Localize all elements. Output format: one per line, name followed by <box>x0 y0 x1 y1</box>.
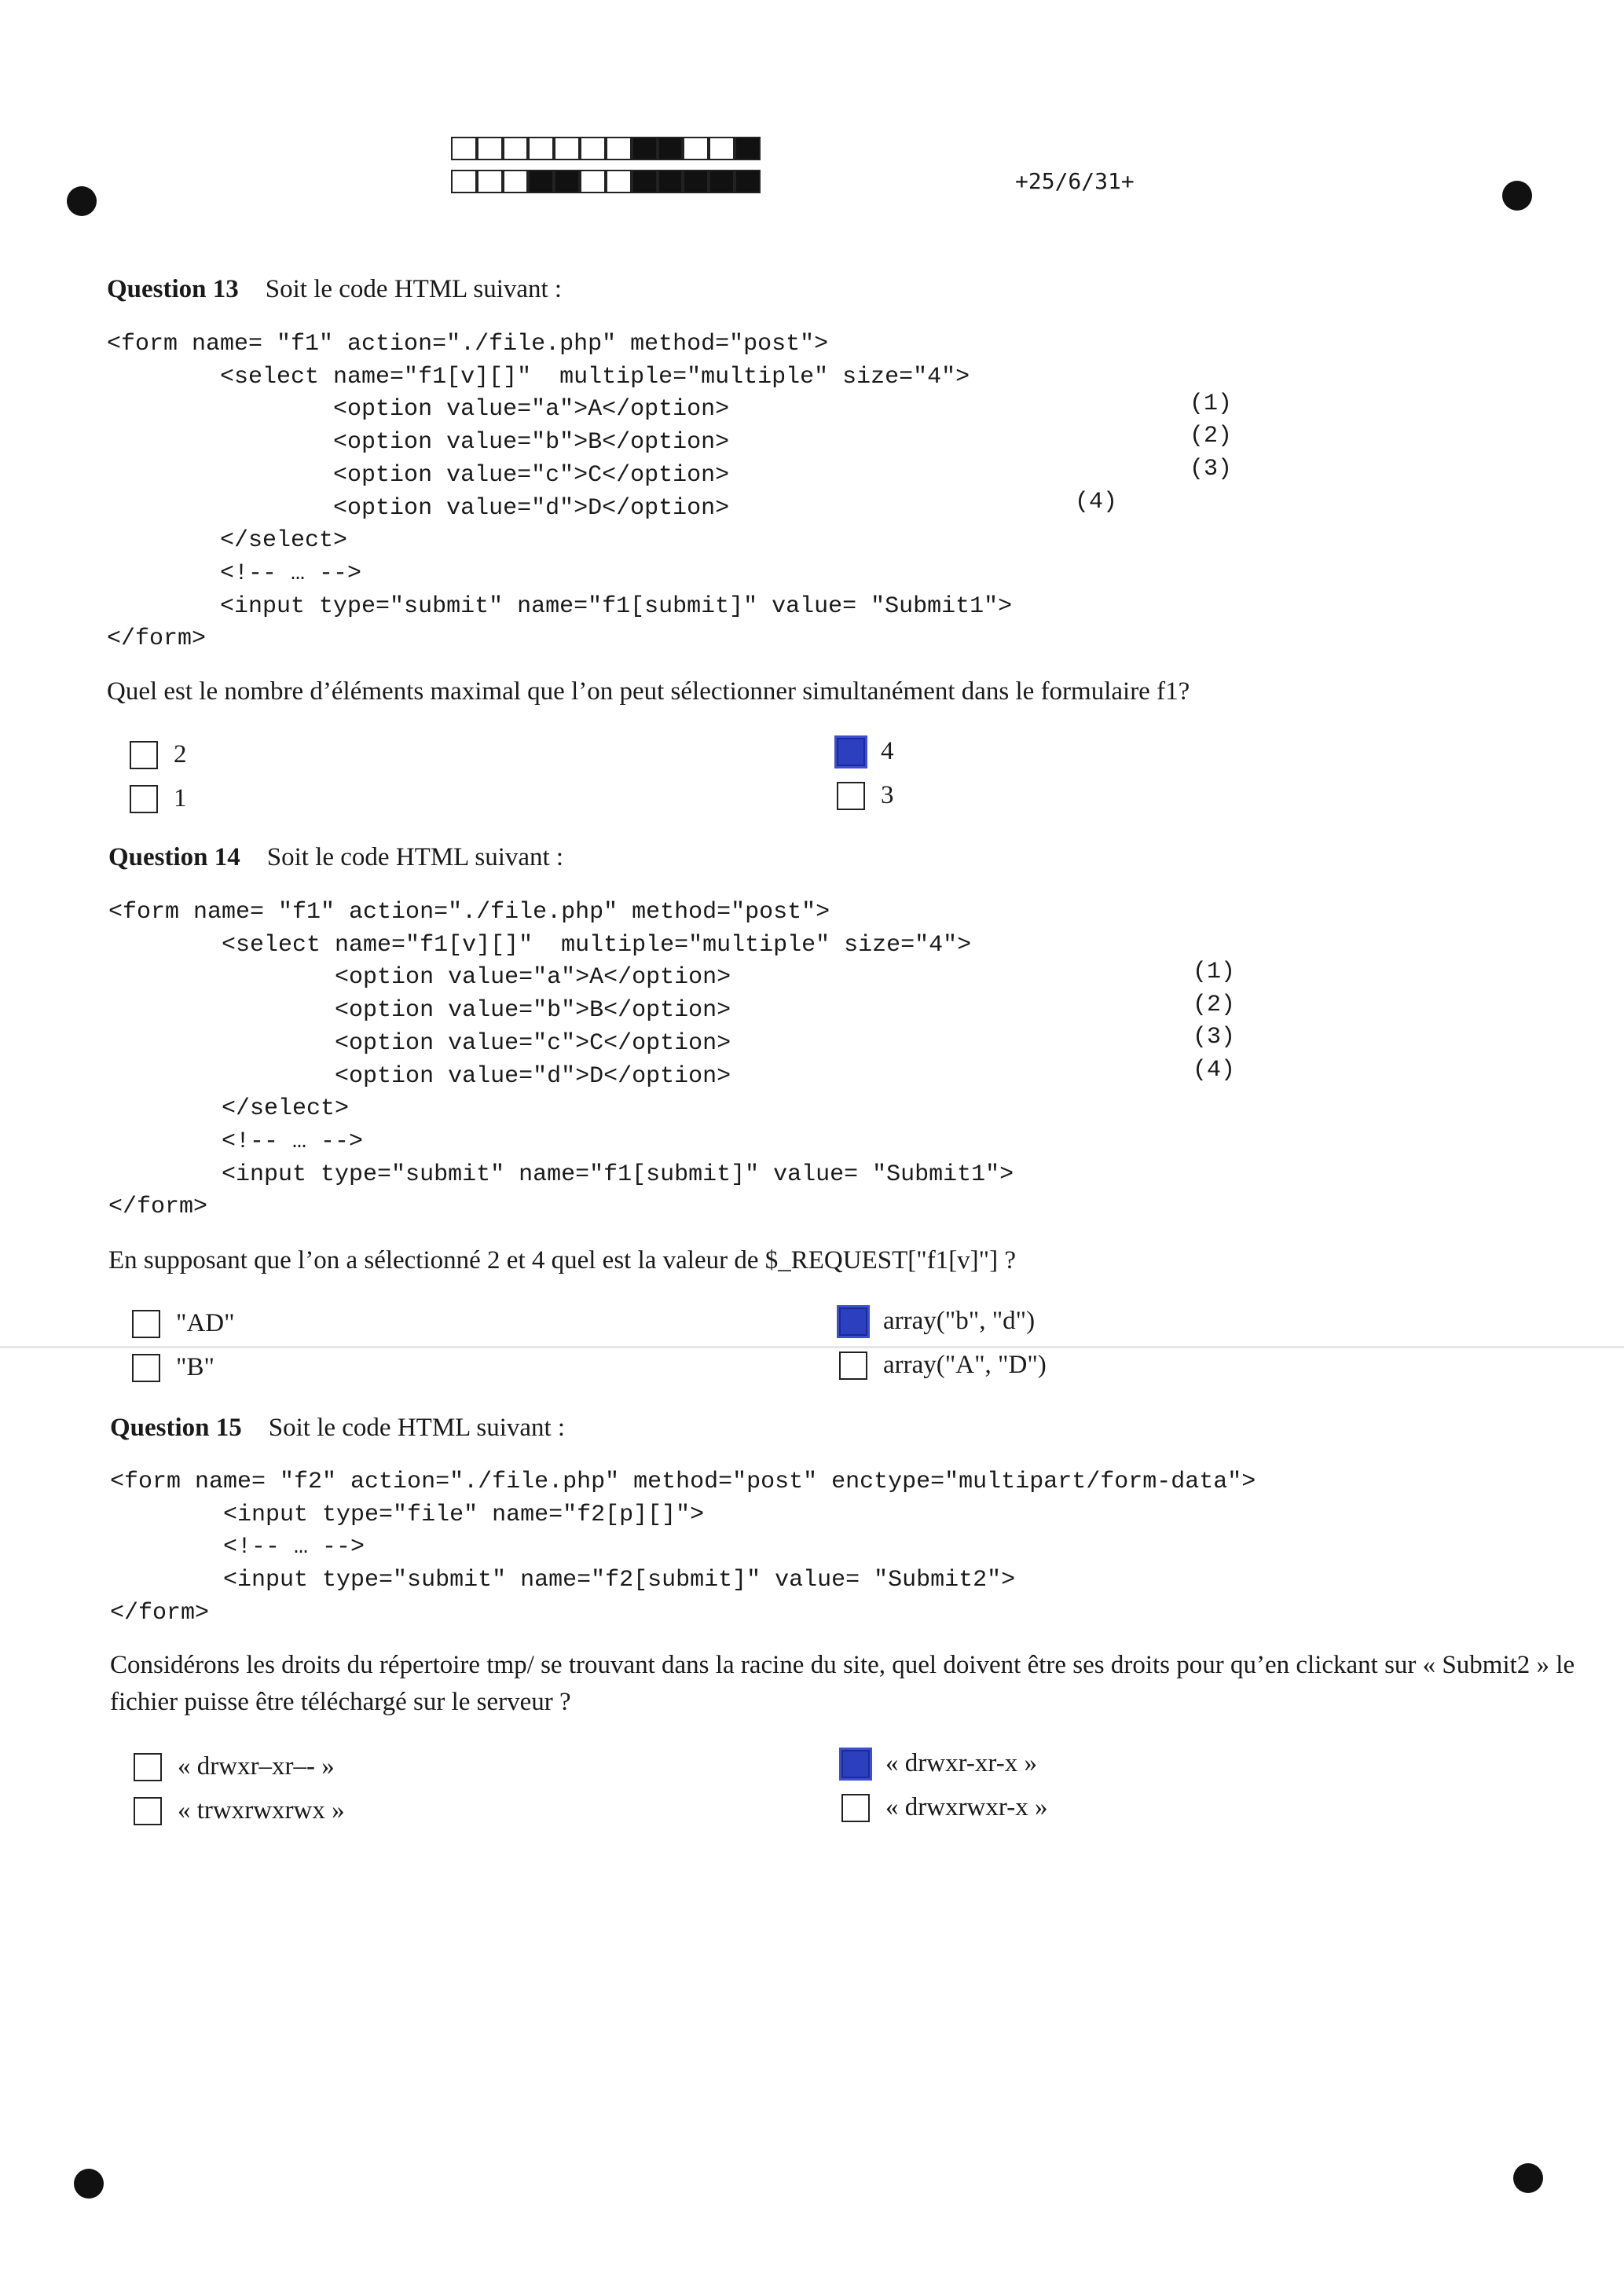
barcode-cell <box>528 137 554 160</box>
barcode-cell <box>451 170 477 193</box>
checkbox-checked[interactable] <box>839 1308 867 1336</box>
code-line: <input type="submit" name="f1[submit]" value= "Submit1"> <box>107 592 1013 620</box>
barcode-cell <box>477 170 503 193</box>
barcode-cell <box>580 137 606 160</box>
answer-choice[interactable] <box>837 737 894 766</box>
choice-label: array("b", "d") <box>883 1307 1036 1335</box>
answer-choice[interactable] <box>839 1307 1035 1336</box>
barcode-cell <box>606 170 632 193</box>
barcode-cell <box>683 170 709 193</box>
code-line: </form> <box>110 1599 210 1627</box>
code-line: <input type="file" name="f2[p][]"> <box>110 1501 705 1528</box>
choice-label: « trwxrwxrwx » <box>178 1796 345 1825</box>
code-line: <option value="d">D</option> <box>107 494 730 522</box>
code-line: <select name="f1[v][]" multiple="multiple" size="4"> <box>107 363 970 391</box>
checkbox[interactable] <box>130 785 158 813</box>
code-line: </select> <box>108 1095 350 1123</box>
question-intro: Soit le code HTML suivant : <box>265 275 563 303</box>
page-code: +25/6/31+ <box>1015 168 1135 194</box>
question-15-title <box>110 1414 565 1443</box>
code-line: <option value="b">B</option> <box>107 429 730 457</box>
barcode-cell <box>632 170 658 193</box>
barcode-cell <box>503 170 529 193</box>
barcode-cell <box>451 137 477 160</box>
answer-choice[interactable] <box>841 1793 1047 1822</box>
registration-mark-top-left <box>67 186 97 216</box>
code-line: <input type="submit" name="f1[submit]" value= "Submit1"> <box>108 1161 1014 1188</box>
question-14-title <box>108 843 563 872</box>
barcode-top <box>451 137 761 160</box>
choice-label: 1 <box>174 784 187 812</box>
checkbox[interactable] <box>132 1354 160 1382</box>
code-line: <form name= "f2" action="./file.php" method="post" enctype="multipart/form-data"> <box>110 1469 1256 1495</box>
barcode-cell <box>709 137 735 160</box>
question-14-prompt: En supposant que l’on a sélectionné 2 et 4 quel est la valeur de $_REQUEST["f1[v]"] ? <box>108 1246 1017 1275</box>
barcode-cell <box>528 170 554 193</box>
registration-mark-bottom-left <box>74 2169 104 2199</box>
line-number: (2) <box>1193 992 1236 1018</box>
code-line: <option value="a">A</option> <box>107 396 730 424</box>
code-line: <select name="f1[v][]" multiple="multiple" size="4"> <box>108 931 972 959</box>
answer-choice[interactable] <box>134 1752 335 1781</box>
barcode-cell <box>709 170 735 193</box>
checkbox-checked[interactable] <box>837 738 865 766</box>
code-line: <!-- … --> <box>110 1534 365 1561</box>
choice-label: « drwxr–xr–- » <box>178 1752 335 1781</box>
scan-artifact-line <box>0 1346 1624 1348</box>
line-number: (1) <box>1193 959 1236 985</box>
question-label: Question 14 <box>108 843 240 871</box>
code-line: <!-- … --> <box>108 1128 364 1155</box>
barcode-cell <box>477 137 503 160</box>
code-line: </form> <box>108 1194 208 1221</box>
checkbox[interactable] <box>132 1310 160 1338</box>
question-15-prompt: Considérons les droits du répertoire tmp/ se trouvant dans la racine du site, quel doivent être ses droits pour qu’en clickant sur « Submit2 » le fichier puisse être téléchargé sur le serveur ? <box>110 1651 1575 1716</box>
answer-choice[interactable] <box>132 1309 235 1338</box>
choice-label: « drwxrwxr-x » <box>885 1793 1048 1821</box>
line-number: (1) <box>1190 391 1233 417</box>
answer-choice[interactable] <box>839 1351 1047 1380</box>
code-line: <option value="d">D</option> <box>108 1062 731 1090</box>
question-label: Question 15 <box>110 1414 242 1442</box>
question-label: Question 13 <box>107 275 239 303</box>
code-line: <!-- … --> <box>107 559 362 587</box>
code-line: </form> <box>107 625 207 653</box>
checkbox-checked[interactable] <box>841 1750 870 1778</box>
line-number: (2) <box>1190 423 1233 449</box>
line-number: (3) <box>1193 1024 1236 1051</box>
line-number: (4) <box>1193 1057 1236 1084</box>
barcode-bottom <box>451 170 761 193</box>
barcode-cell <box>735 137 761 160</box>
answer-choice[interactable] <box>134 1796 345 1825</box>
barcode-cell <box>580 170 606 193</box>
barcode-cell <box>658 170 684 193</box>
answer-choice[interactable] <box>130 784 187 813</box>
line-number: (4) <box>1075 489 1118 515</box>
code-block-q13 <box>107 328 1012 656</box>
answer-choice[interactable] <box>130 740 187 769</box>
barcode-cell <box>554 137 580 160</box>
barcode-cell <box>554 170 580 193</box>
choice-label: 2 <box>174 740 187 768</box>
line-number: (3) <box>1190 456 1233 482</box>
barcode-cell <box>683 137 709 160</box>
code-line: <form name= "f1" action="./file.php" method="post"> <box>107 331 829 358</box>
choice-label: « drwxr-xr-x » <box>885 1749 1037 1777</box>
barcode-cell <box>503 137 529 160</box>
code-block-q14 <box>108 897 1014 1224</box>
choice-label: array("A", "D") <box>883 1351 1047 1379</box>
checkbox[interactable] <box>839 1352 867 1380</box>
code-line: <option value="a">A</option> <box>108 964 731 992</box>
question-13-title <box>107 275 562 304</box>
code-line: <option value="c">C</option> <box>108 1029 731 1057</box>
checkbox[interactable] <box>837 782 865 810</box>
checkbox[interactable] <box>130 741 158 769</box>
choice-label: 4 <box>881 737 894 765</box>
question-intro: Soit le code HTML suivant : <box>266 843 564 871</box>
choice-label: "B" <box>176 1353 214 1381</box>
code-line: <form name= "f1" action="./file.php" method="post"> <box>108 899 830 926</box>
barcode-cell <box>735 170 761 193</box>
code-line: <input type="submit" name="f2[submit]" value= "Submit2"> <box>110 1567 1016 1594</box>
registration-mark-bottom-right <box>1513 2163 1543 2193</box>
barcode-cell <box>658 137 684 160</box>
code-line: <option value="b">B</option> <box>108 997 731 1025</box>
checkbox[interactable] <box>841 1794 870 1822</box>
question-13-prompt: Quel est le nombre d’éléments maximal que l’on peut sélectionner simultanément dans le formulaire f1? <box>107 677 1190 706</box>
answer-choice[interactable] <box>132 1353 214 1382</box>
answer-choice[interactable] <box>837 781 894 810</box>
checkbox[interactable] <box>134 1797 162 1825</box>
barcode-cell <box>632 137 658 160</box>
checkbox[interactable] <box>134 1753 162 1781</box>
code-block-q15 <box>110 1466 1256 1630</box>
barcode-cell <box>606 137 632 160</box>
registration-mark-top-right <box>1502 181 1532 211</box>
choice-label: "AD" <box>176 1309 235 1337</box>
choice-label: 3 <box>881 781 894 809</box>
code-line: </select> <box>107 527 348 555</box>
code-line: <option value="c">C</option> <box>107 461 730 489</box>
answer-choice[interactable] <box>841 1749 1037 1778</box>
question-intro: Soit le code HTML suivant : <box>268 1414 566 1442</box>
